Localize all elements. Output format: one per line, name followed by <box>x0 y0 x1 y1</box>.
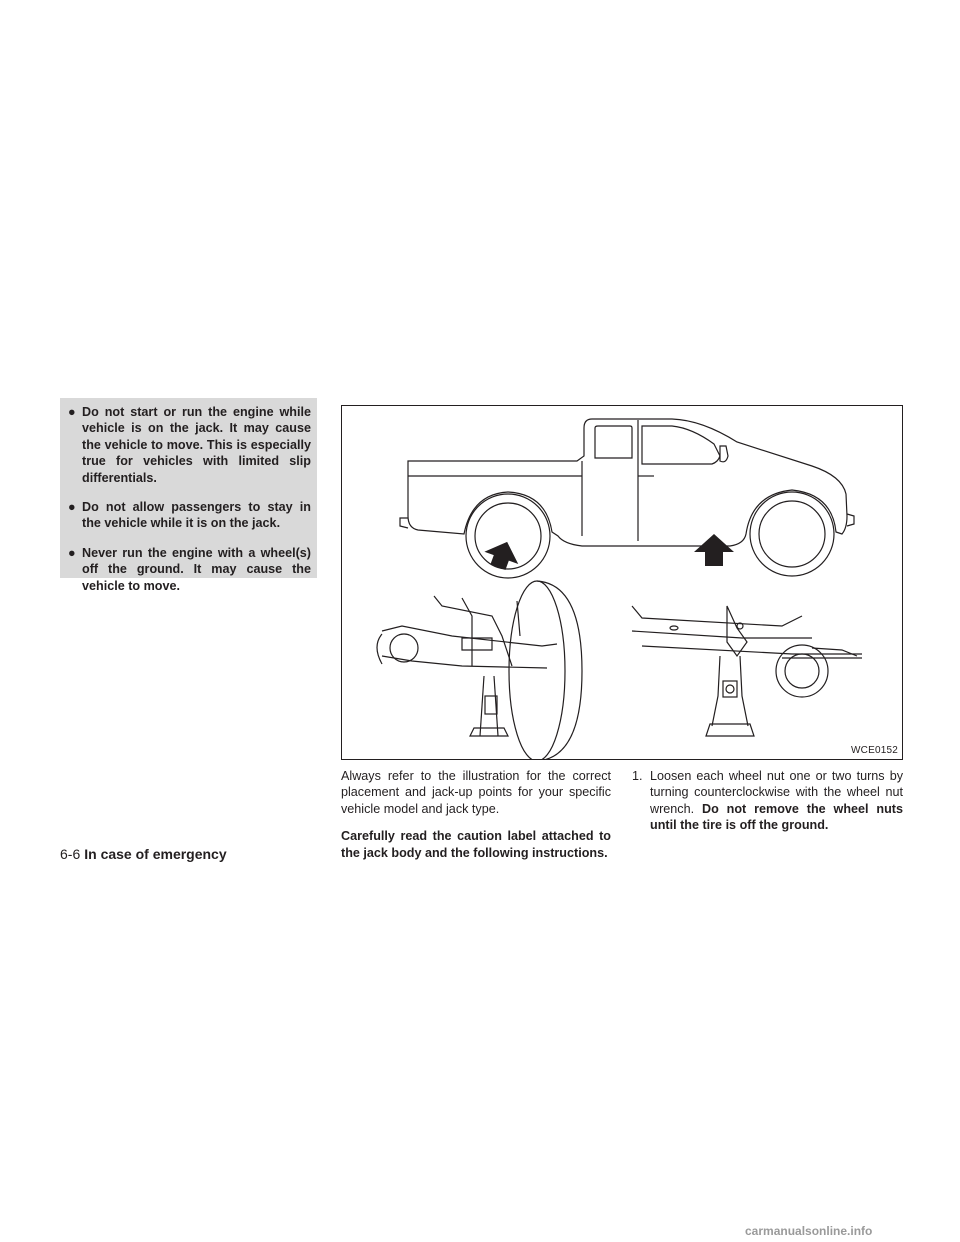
page-number: 6-6 <box>60 846 81 862</box>
caution-paragraph: Carefully read the caution label attached to the jack body and the following instructions. <box>341 829 611 860</box>
bullet-icon: ● <box>68 545 76 560</box>
jack-point-illustration <box>341 405 903 760</box>
step-number: 1. <box>632 769 643 783</box>
truck-side-outline <box>342 406 902 759</box>
jack-under-axle-illustration <box>377 581 582 759</box>
warning-item: ● Do not start or run the engine while vehicle is on the jack. It may cause the vehicle to move. This is especially true for vehicles with limited slip differentials. <box>68 405 311 485</box>
warning-item: ● Do not allow passengers to stay in the vehicle while it is on the jack. <box>68 500 311 531</box>
warning-box <box>60 398 317 593</box>
step-text: Loosen each wheel nut one or two turns by turning counterclockwise with the wheel nut wrench. <box>650 769 903 816</box>
warning-item: ● Never run the engine with a wheel(s) off the ground. It may cause the vehicle to move. <box>68 545 311 593</box>
body-column-left <box>341 768 611 872</box>
figure-code: WCE0152 <box>851 745 898 756</box>
instruction-paragraph: Always refer to the illustration for the correct placement and jack-up points for your specific vehicle model and jack type. <box>341 769 611 816</box>
body-column-right <box>632 768 903 834</box>
section-title: In case of emergency <box>84 846 227 862</box>
bullet-icon: ● <box>68 405 76 419</box>
page-footer <box>60 846 227 862</box>
step-warning: Do not remove the wheel nuts until the tire is off the ground. <box>650 801 903 833</box>
step-item <box>632 768 903 834</box>
bullet-icon: ● <box>68 500 76 515</box>
watermark: carmanualsonline.info <box>745 1224 873 1238</box>
